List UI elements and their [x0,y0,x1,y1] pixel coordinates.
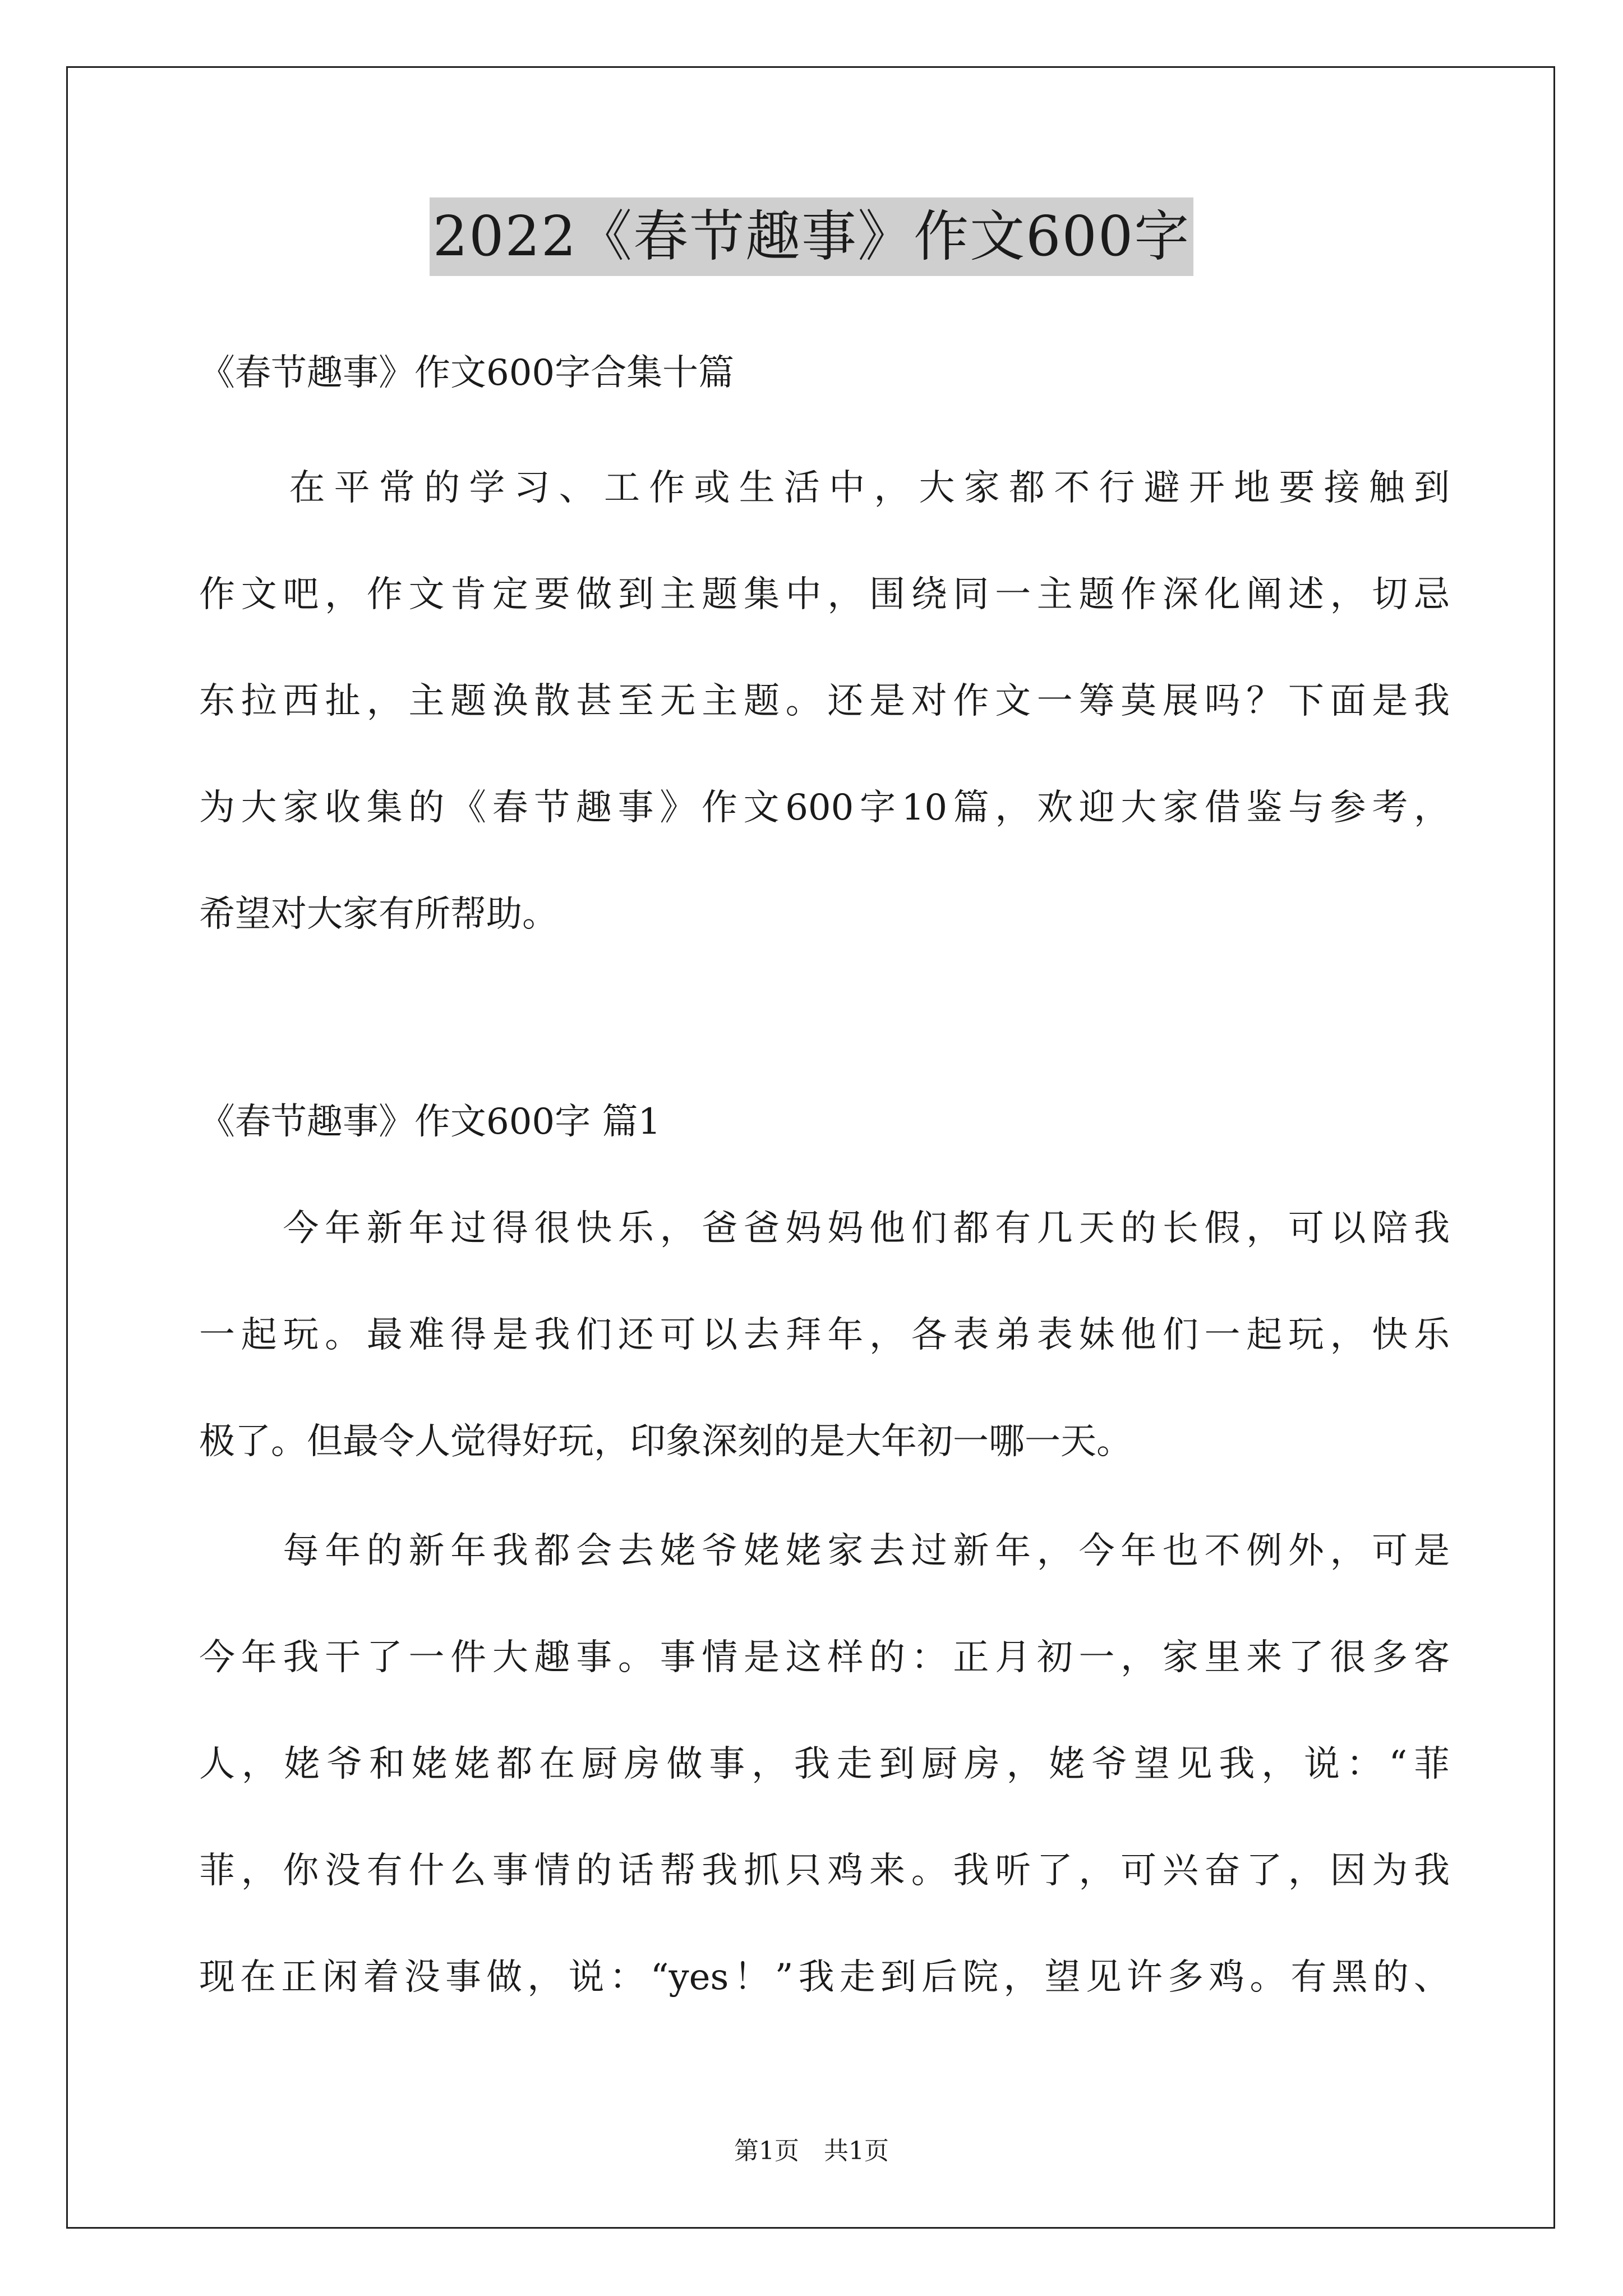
paragraph-line: 人，姥爷和姥姥都在厨房做事，我走到厨房，姥爷望见我，说：“菲 [199,1743,1450,1785]
paragraph-line: 每年的新年我都会去姥爷姥姥家去过新年，今年也不例外，可是 [199,1530,1450,1572]
paragraph-line: 一起玩。最难得是我们还可以去拜年，各表弟表妹他们一起玩，快乐 [199,1314,1450,1356]
paragraph-line: 今年我干了一件大趣事。事情是这样的：正月初一，家里来了很多客 [199,1637,1450,1678]
section-heading: 《春节趣事》作文600字 篇1 [199,1101,661,1143]
paragraph-line: 菲，你没有什么事情的话帮我抓只鸡来。我听了，可兴奋了，因为我 [199,1850,1450,1892]
intro-line: 希望对大家有所帮助。 [199,894,558,935]
intro-line: 在平常的学习、工作或生活中，大家都不行避开地要接触到 [199,467,1450,509]
document-subtitle: 《春节趣事》作文600字合集十篇 [199,352,735,394]
page-number: 第1页 [734,2137,799,2165]
paragraph-line: 今年新年过得很快乐，爸爸妈妈他们都有几天的长假，可以陪我 [199,1208,1450,1249]
paragraph-line: 极了。但最令人觉得好玩，印象深刻的是大年初一哪一天。 [199,1421,1132,1462]
document-title [0,197,1623,276]
page-total: 共1页 [824,2137,889,2165]
page-footer [0,2134,1623,2168]
intro-line: 东拉西扯，主题涣散甚至无主题。还是对作文一筹莫展吗？下面是我 [199,680,1450,722]
document-title-text: 2022《春节趣事》作文600字 [430,197,1193,276]
paragraph-line: 现在正闲着没事做，说：“yes！”我走到后院，望见许多鸡。有黑的、 [199,1957,1450,1998]
intro-line: 为大家收集的《春节趣事》作文600字10篇，欢迎大家借鉴与参考， [199,787,1450,829]
intro-line: 作文吧，作文肯定要做到主题集中，围绕同一主题作深化阐述，切忌 [199,574,1450,615]
